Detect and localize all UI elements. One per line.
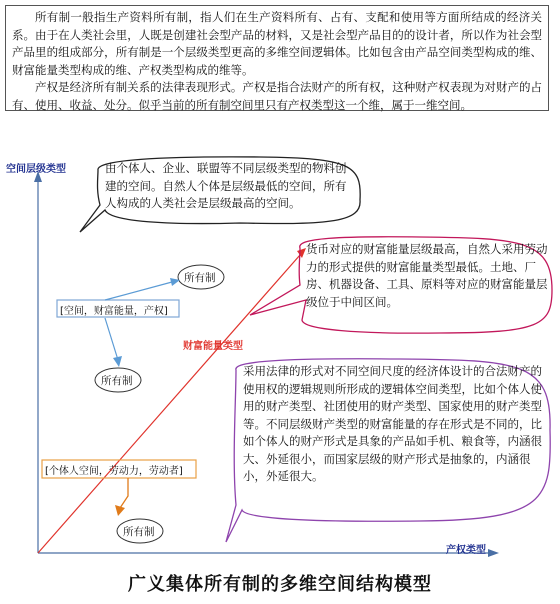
top-bubble-text: 由个体人、企业、联盟等不同层级类型的物料创建的空间。自然人个体是层级最低的空间，所有人构成的人类社会是层级最高的空间。 [105,161,347,210]
x-axis-label: 产权类型 [446,545,486,556]
ownership-node-3: 所有制 [123,526,155,538]
x-axis-arrowhead [488,549,499,557]
blue-arrow-down [105,318,118,360]
blue-arrow-up [105,282,172,300]
ownership-node-2: 所有制 [101,375,133,387]
intro-text-box [5,5,549,111]
diagram-caption: 广义集体所有制的多维空间结构模型 [128,574,432,595]
diagonal-axis-label: 财富能量类型 [183,341,243,352]
ownership-node-1: 所有制 [184,272,216,284]
intro-paragraph-2: 产权是经济所有制关系的法律表现形式。产权是指合法财产的所有权，这种财产权表现为对财产的占有、使用、收益、处分。似乎当前的所有制空间里只有产权类型这一个维，属于一维空间。 [12,80,542,112]
intro-paragraph-1: 所有制一般指生产资料所有制，指人们在生产资料所有、占有、支配和使用等方面所结成的经济关系。由于在人类社会里，人既是创建社会型产品的材料，又是社会型产品目的的设计者，所以作为社会型产品里的组成部分，所有制是一个层级类型更高的多维空间逻辑体。比如包含由产品空间类型构成的维、财富能量类型构成的维、产权类型构成的维等。 [12,10,542,77]
right-bubble-text: 货币对应的财富能量层级最高，自然人采用劳动力的形式提供的财富能量类型最低。土地、厂房、机器设备、工具、原料等对应的财富能量层级位于中间区间。 [306,242,548,309]
orange-arrow [120,478,128,508]
orange-arrow-head [115,505,125,516]
y-axis-label: 空间层级类型 [6,164,66,175]
blue-arrow-down-head [113,356,122,367]
bottom-bubble-text: 采用法律的形式对不同空间尺度的经济体设计的合法财产的使用权的逻辑规则所形成的逻辑体空间类型，比如个体人使用的财产类型、社团使用的财产类型、国家使用的财产类型等。不同层级财产类型的财富能量的存在形式是不同的，比如个体人的财产形式是具象的产品如手机、粮食等，内涵很大、外延很小，而国家层级的财产形式是抽象的，内涵很小，外延很大。 [243,364,542,483]
upper-tuple-box: [空间，财富能量，产权] [60,306,168,317]
lower-tuple-box: [个体人空间，劳动力，劳动者] [45,466,183,477]
